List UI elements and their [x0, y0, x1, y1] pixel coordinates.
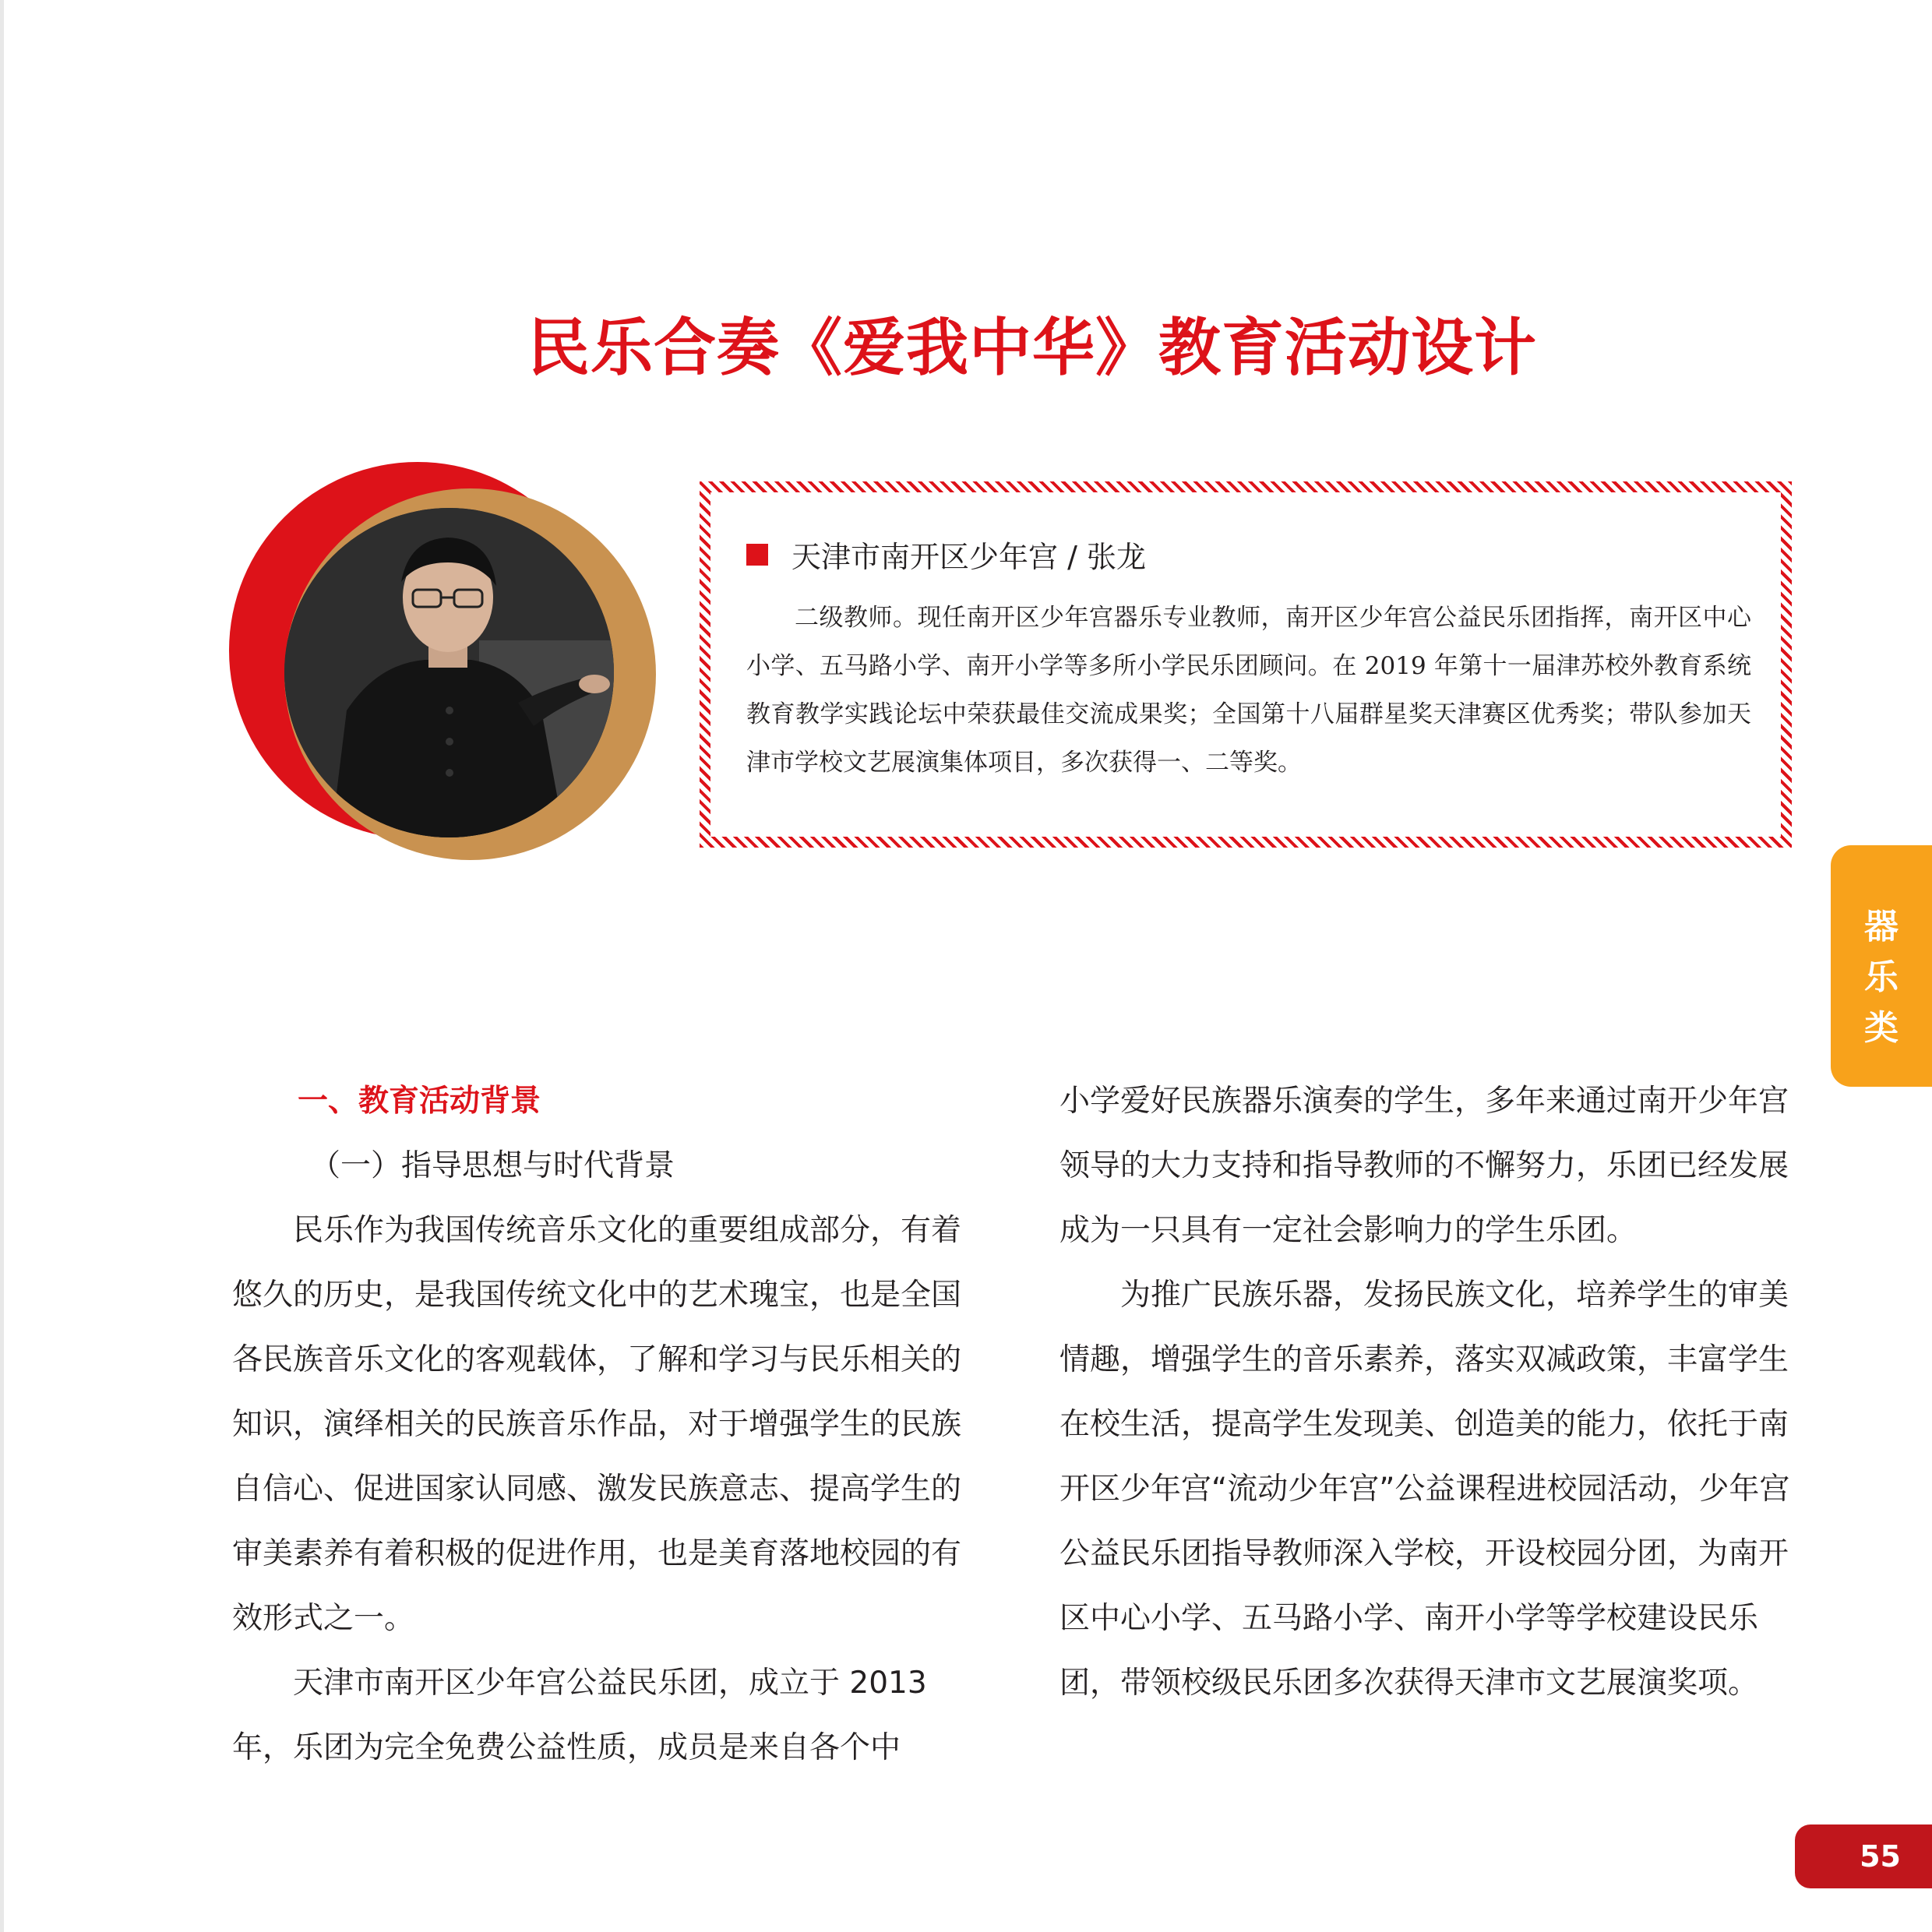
article-left-column [232, 1069, 969, 1780]
page-edge [0, 0, 4, 1932]
subsection-heading: （一）指导思想与时代背景 [310, 1148, 675, 1183]
paragraph: 民乐作为我国传统音乐文化的重要组成部分，有着悠久的历史，是我国传统文化中的艺术瑰宝，也是全国各民族音乐文化的客观载体，了解和学习与民乐相关的知识，演绎相关的民族音乐作品，对于增强学生的民族自信心、促进国家认同感、激发民族意志、提高学生的审美素养有着积极的促进作用，也是美育落地校园的有效形式之一。 [232, 1213, 962, 1636]
category-side-tab [1831, 845, 1932, 1087]
author-info-inner [724, 508, 1767, 823]
article-right-column [1059, 1069, 1796, 1715]
author-photo [284, 508, 614, 837]
side-tab-char: 乐 [1864, 957, 1899, 997]
author-info-box [700, 481, 1792, 848]
author-name: 天津市南开区少年宫 / 张龙 [791, 540, 1146, 574]
red-square-icon [746, 544, 768, 566]
author-photo-illustration [284, 508, 614, 837]
side-tab-char: 器 [1864, 907, 1899, 947]
paragraph: 天津市南开区少年宫公益民乐团，成立于 2013 年，乐团为完全免费公益性质，成员是来自各个中 [232, 1666, 927, 1765]
author-line [746, 533, 1146, 576]
article-title: 民乐合奏《爱我中华》教育活动设计 [527, 312, 1537, 384]
section-heading: 一、教育活动背景 [298, 1084, 541, 1119]
side-tab-char: 类 [1864, 1008, 1899, 1048]
paragraph: 为推广民族乐器，发扬民族文化，培养学生的审美情趣，增强学生的音乐素养，落实双减政策，丰富学生在校生活，提高学生发现美、创造美的能力，依托于南开区少年宫“流动少年宫”公益课程进校园活动，少年宫公益民乐团指导教师深入学校，开设校园分团，为南开区中心小学、五马路小学、南开小学等学校建设民乐团，带领校级民乐团多次获得天津市文艺展演奖项。 [1059, 1278, 1790, 1701]
page-number: 55 [1860, 1839, 1901, 1874]
author-bio: 二级教师。现任南开区少年宫器乐专业教师，南开区少年宫公益民乐团指挥，南开区中心小学、五马路小学、南开小学等多所小学民乐团顾问。在 2019 年第十一届津苏校外教育系统教育教学实践论坛中荣获最佳交流成果奖；全国第十八届群星奖天津赛区优秀奖；带队参加天津市学校文艺展演集体项目，多次获得一、二等奖。 [746, 604, 1751, 777]
page-number-tab [1795, 1824, 1932, 1888]
paragraph: 小学爱好民族器乐演奏的学生，多年来通过南开少年宫领导的大力支持和指导教师的不懈努力，乐团已经发展成为一只具有一定社会影响力的学生乐团。 [1059, 1084, 1789, 1248]
